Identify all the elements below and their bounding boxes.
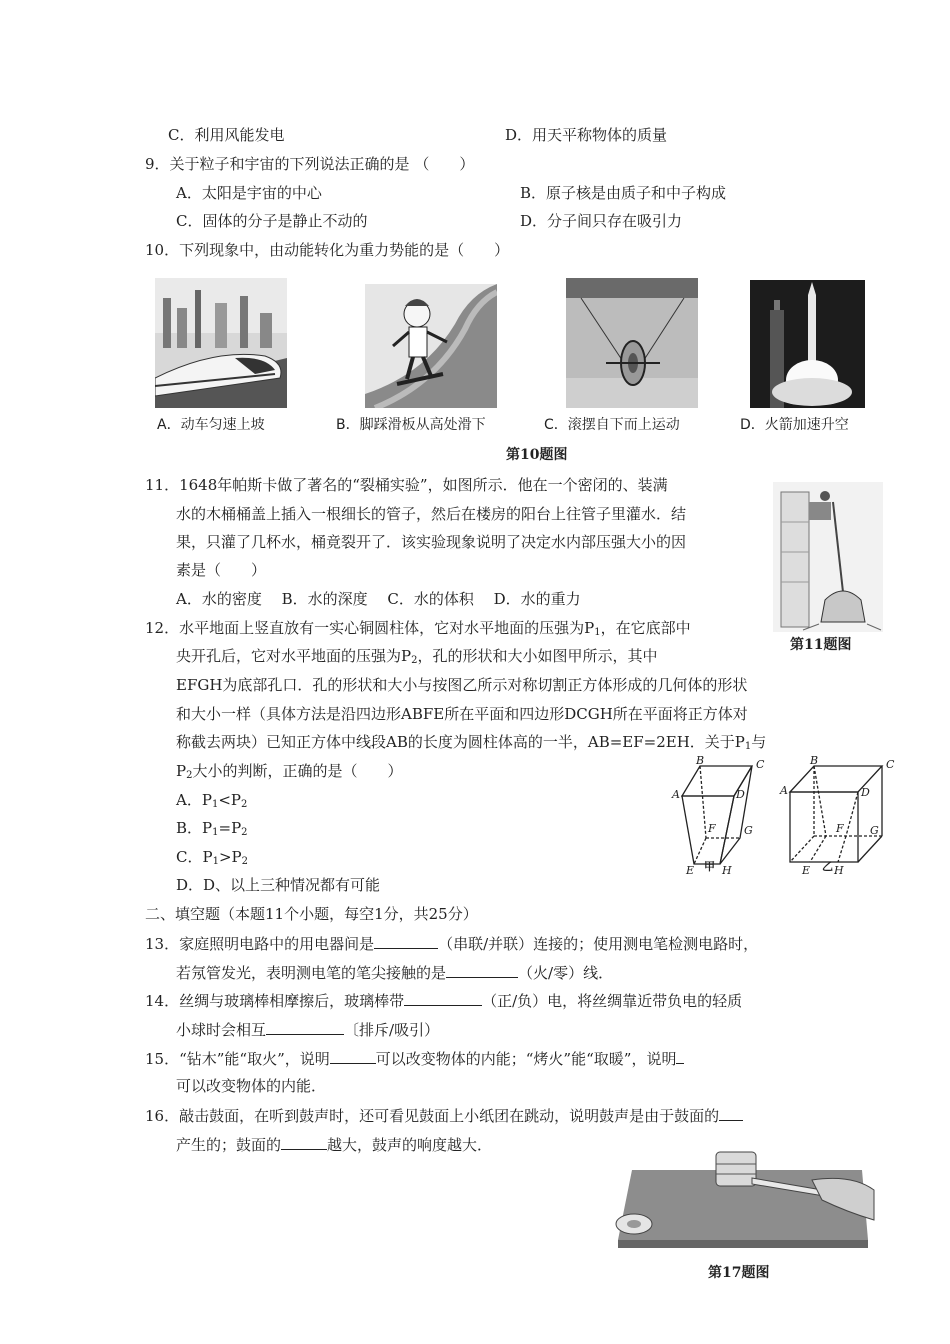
skateboard-image xyxy=(365,284,497,408)
q16-line-2: 产生的；鼓面的 越大，鼓声的响度越大． xyxy=(176,1136,493,1154)
q8-option-d: D．用天平称物体的质量 xyxy=(505,126,668,144)
q10-caption-d: D．火箭加速升空 xyxy=(740,417,849,433)
q9-option-a: A．太阳是宇宙的中心 xyxy=(176,184,322,202)
q12-option-d: D．D、以上三种情况都有可能 xyxy=(176,876,381,894)
svg-text:G: G xyxy=(870,824,879,837)
svg-text:F: F xyxy=(836,822,844,835)
q9-option-d: D．分子间只存在吸引力 xyxy=(520,212,683,230)
figure-jia-label: 甲 xyxy=(704,860,715,873)
q12-line-1: 12．水平地面上竖直放有一实心铜圆柱体，它对水平地面的压强为$P_1$，在它底部中 xyxy=(145,619,691,638)
q12-line-5: 称截去两块）已知正方体中线段AB的长度为圆柱体高的一半，AB=EF=2EH．关于$P_1$与 xyxy=(176,733,767,752)
q14-line-2: 小球时会相互 〔排斥/吸引） xyxy=(176,1021,440,1039)
q11-line-1: 11．1648年帕斯卡做了著名的“裂桶实验”，如图所示．他在一个密闭的、装满 xyxy=(145,476,668,494)
q11-line-3: 果，只灌了几杯水，桶竟裂开了．该实验现象说明了决定水内部压强大小的因 xyxy=(176,533,687,551)
svg-text:H: H xyxy=(834,864,844,877)
q16-line-1: 16．敲击鼓面，在听到鼓声时，还可看见鼓面上小纸团在跳动，说明鼓声是由于鼓面的 xyxy=(145,1106,743,1125)
q11-line-4: 素是（ ） xyxy=(176,561,267,579)
q13-line-1: 13．家庭照明电路中的用电器间是 （串联/并联）连接的；使用测电笔检测电路时， xyxy=(145,935,759,953)
q10-caption-b: B．脚踩滑板从高处滑下 xyxy=(336,417,486,433)
q14-line-1: 14．丝绸与玻璃棒相摩擦后，玻璃棒带 （正/负）电，将丝绸靠近带负电的轻质 xyxy=(145,992,743,1010)
q17-figure-label: 第17题图 xyxy=(708,1265,770,1281)
q12-line-4: 和大小一样（具体方法是沿四边形ABFE所在平面和四边形DCGH所在平面将正方体对 xyxy=(176,705,748,723)
q10-caption-a: A．动车匀速上坡 xyxy=(157,417,265,433)
q15-line-1: 15．“钻木”能“取火”，说明 可以改变物体的内能；“烤火”能“取暖”，说明 xyxy=(145,1049,684,1068)
svg-text:E: E xyxy=(686,864,695,877)
q12-line-3: EFGH为底部孔口．孔的形状和大小与按图乙所示对称切割正方体形成的几何体的形状 xyxy=(176,676,748,694)
q10-figure-label: 第10题图 xyxy=(506,447,568,463)
svg-text:G: G xyxy=(744,824,753,837)
q17-experiment-image xyxy=(612,1150,884,1250)
rocket-launch-image xyxy=(750,280,865,408)
svg-text:C: C xyxy=(886,758,895,771)
q10-stem: 10．下列现象中，由动能转化为重力势能的是（ ） xyxy=(145,241,510,259)
svg-text:H: H xyxy=(722,864,732,877)
q12-option-b: B．$P_1=P_2$ xyxy=(176,819,248,838)
maxwell-pendulum-image xyxy=(566,278,698,408)
svg-text:A: A xyxy=(672,788,680,801)
q9-stem: 9．关于粒子和宇宙的下列说法正确的是 （ ） xyxy=(145,155,475,173)
svg-text:F: F xyxy=(708,822,716,835)
svg-text:B: B xyxy=(696,754,705,767)
q11-line-2: 水的木桶桶盖上插入一根细长的管子，然后在楼房的阳台上往管子里灌水．结 xyxy=(176,505,687,523)
section-2-title: 二、填空题（本题11个小题，每空1分，共25分） xyxy=(145,905,478,923)
q8-option-c: C．利用风能发电 xyxy=(168,126,285,144)
svg-text:C: C xyxy=(756,758,765,771)
svg-text:B: B xyxy=(810,754,819,767)
q12-line-2: 央开孔后，它对水平地面的压强为$P_2$，孔的形状和大小如图甲所示，其中 xyxy=(176,647,658,666)
q9-option-b: B．原子核是由质子和中子构成 xyxy=(520,184,727,202)
pascal-barrel-image xyxy=(773,482,883,632)
q12-option-c: C．$P_1>P_2$ xyxy=(176,848,248,867)
q15-line-2: 可以改变物体的内能． xyxy=(176,1077,327,1095)
svg-text:D: D xyxy=(861,786,870,799)
q10-caption-c: C．滚摆自下而上运动 xyxy=(544,417,680,433)
q13-line-2: 若氖管发光，表明测电笔的笔尖接触的是 （火/零）线． xyxy=(176,964,614,982)
svg-text:E: E xyxy=(802,864,811,877)
svg-text:A: A xyxy=(780,784,788,797)
cube-cut-figures xyxy=(650,752,900,880)
train-image xyxy=(155,278,287,408)
q11-options: A．水的密度 B．水的深度 C．水的体积 D．水的重力 xyxy=(176,590,581,608)
q12-option-a: A．$P_1<P_2$ xyxy=(176,791,248,810)
q12-line-6: $P_2$大小的判断，正确的是（ ） xyxy=(176,762,403,781)
q11-figure-label: 第11题图 xyxy=(790,637,852,653)
figure-yi-label: 乙 xyxy=(822,860,833,873)
q9-option-c: C．固体的分子是静止不动的 xyxy=(176,212,368,230)
svg-text:D: D xyxy=(736,788,745,801)
